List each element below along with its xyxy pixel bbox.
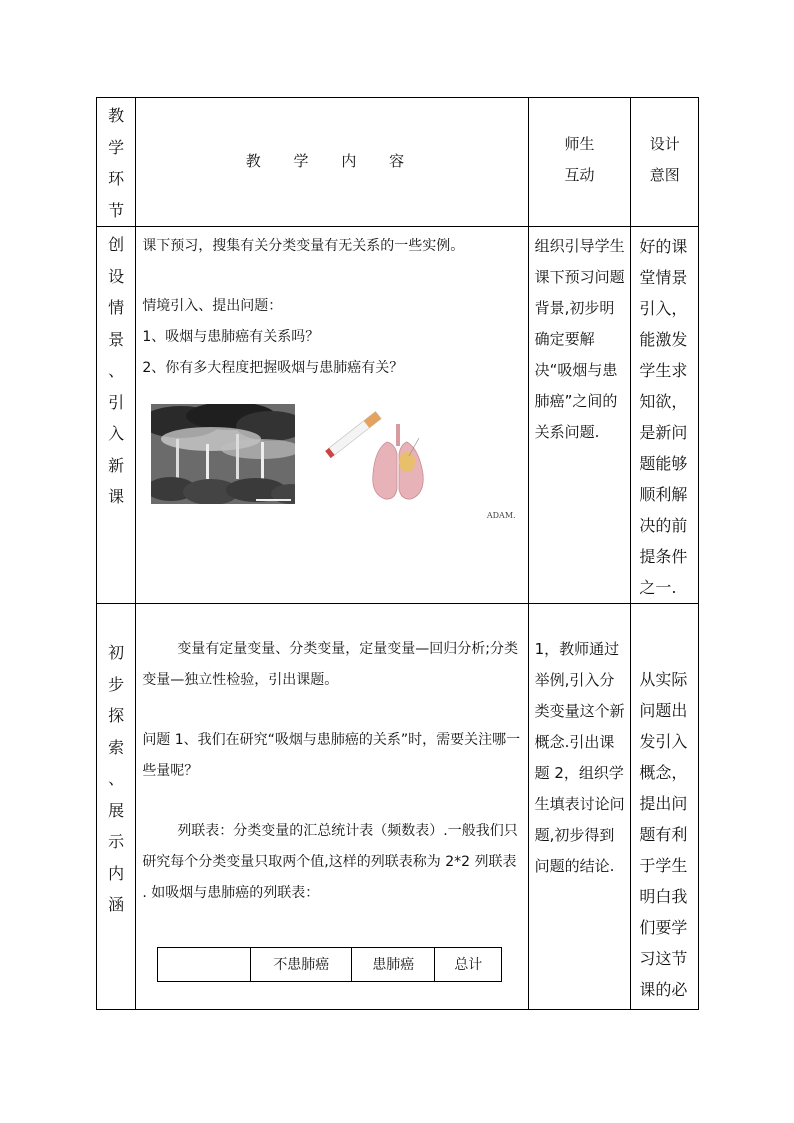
header-line: 设计	[649, 135, 680, 153]
variable-types-text: 变量有定量变量、分类变量，定量变量—回归分析;分类变量—独立性检验，引出课题。	[142, 641, 519, 688]
stage-label-explore	[97, 604, 135, 921]
stage-char: 、	[108, 361, 125, 380]
content-intro	[136, 227, 527, 539]
header-row	[97, 98, 699, 227]
interaction-text-explore: 1，教师通过举例,引入分类变量这个新概念.引出课题 2，组织学生填表讨论问题,初步得到问题的结论.	[534, 640, 625, 875]
stage-cell-explore	[97, 604, 136, 1010]
stage-char: 示	[108, 832, 125, 851]
interaction-cell-intro	[528, 227, 631, 604]
header-content-cell	[136, 98, 528, 227]
header-line: 互动	[564, 166, 595, 184]
contingency-table-text: 列联表：分类变量的汇总统计表（频数表）.一般我们只研究每个分类变量只取两个值,这样的列联表称为 2*2 列联表 . 如吸烟与患肺癌的列联表：	[142, 823, 518, 901]
header-char: 教	[108, 106, 125, 125]
illustration-area	[142, 404, 521, 539]
header-content-label: 教 学 内 容	[245, 151, 419, 170]
interaction-text-intro: 组织引导学生课下预习问题背景,初步明确定要解决“吸烟与患肺癌”之间的关系问题.	[534, 237, 625, 441]
contingency-header: 不患肺癌	[251, 948, 352, 982]
question-heading: 情境引入、提出问题：	[142, 298, 283, 314]
header-interaction-label	[529, 98, 631, 222]
contingency-table	[157, 947, 502, 982]
stage-char: 课	[108, 487, 125, 506]
adam-logo: ADAM.	[486, 511, 516, 520]
header-intent-label	[631, 98, 698, 222]
factory-smoke-image	[151, 404, 295, 504]
stage-char: 景	[108, 329, 125, 349]
content-cell-explore	[136, 604, 528, 1010]
contingency-header: 患肺癌	[352, 948, 435, 982]
header-char: 学	[108, 137, 125, 157]
content-explore	[136, 604, 527, 982]
stage-char: 入	[108, 424, 125, 443]
content-cell-intro	[136, 227, 528, 604]
stage-char: 展	[108, 800, 125, 820]
stage-char: 内	[108, 863, 125, 883]
header-line: 意图	[649, 166, 680, 184]
problem-1-text: 问题 1、我们在研究“吸烟与患肺癌的关系”时，需要关注哪一些量呢？	[142, 732, 521, 779]
contingency-header: 总计	[435, 948, 502, 982]
header-line: 师生	[564, 135, 595, 153]
contingency-header-row	[158, 948, 502, 982]
stage-char: 、	[108, 769, 125, 788]
lesson-plan-table	[96, 97, 699, 1010]
interaction-cell-explore	[528, 604, 631, 1010]
intent-cell-explore	[631, 604, 699, 1010]
stage-char: 涵	[108, 895, 125, 914]
section-row-intro	[97, 227, 699, 604]
header-stage-label	[97, 98, 135, 226]
header-stage-cell	[97, 98, 136, 227]
stage-label-intro	[97, 227, 135, 513]
intent-text-explore: 从实际问题出发引入概念，提出问题有利于学生明白我们要学习这节课的必	[639, 670, 688, 999]
stage-char: 情	[108, 298, 125, 317]
stage-char: 设	[108, 266, 125, 286]
stage-char: 索	[108, 737, 125, 757]
intent-text-intro: 好的课堂情景引入，能激发学生求知欲，是新问题能够顺利解决的前提条件之一.	[639, 237, 688, 597]
contingency-corner	[158, 948, 251, 982]
question-2: 2、你有多大程度把握吸烟与患肺癌有关？	[142, 360, 404, 376]
section-row-explore	[97, 604, 699, 1010]
stage-char: 探	[108, 706, 125, 725]
stage-char: 创	[108, 235, 125, 254]
header-intent-cell	[631, 98, 699, 227]
preview-text: 课下预习，搜集有关分类变量有无关系的一些实例。	[142, 238, 465, 254]
cigarette-lung-image	[315, 394, 475, 519]
header-char: 环	[108, 169, 125, 188]
stage-char: 步	[108, 674, 125, 694]
stage-char: 初	[108, 643, 125, 662]
header-char: 节	[108, 200, 125, 220]
intent-cell-intro	[631, 227, 699, 604]
stage-char: 引	[108, 392, 125, 412]
stage-cell-intro	[97, 227, 136, 604]
header-interaction-cell	[528, 98, 631, 227]
stage-char: 新	[108, 455, 125, 475]
question-1: 1、吸烟与患肺癌有关系吗？	[142, 329, 320, 345]
